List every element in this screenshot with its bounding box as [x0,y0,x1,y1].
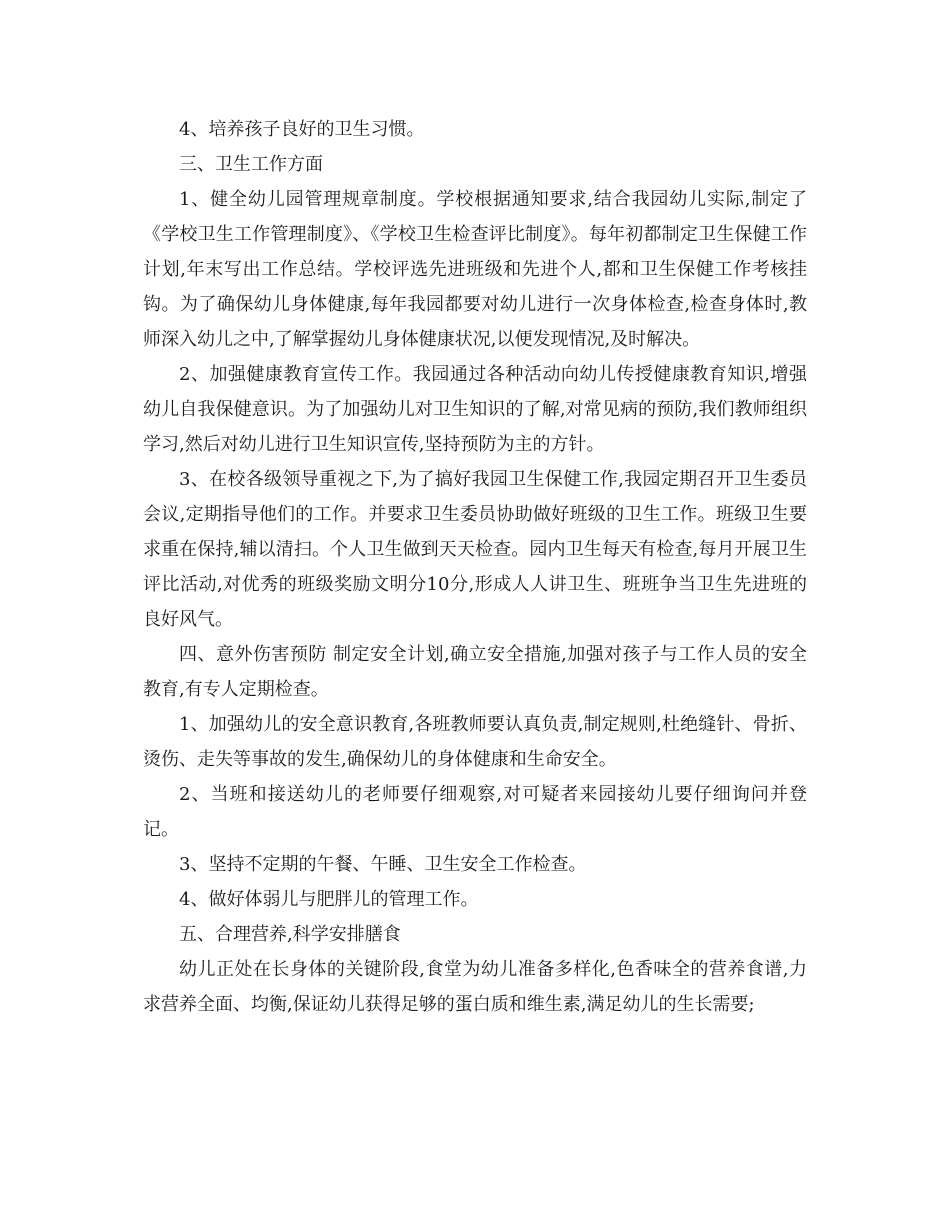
paragraph-safety-awareness: 1、加强幼儿的安全意识教育,各班教师要认真负责,制定规则,杜绝缝针、骨折、烫伤、走失等事故的发生,确保幼儿的身体健康和生命安全。 [143,714,807,770]
paragraph-pickup-observation: 2、当班和接送幼儿的老师要仔细观察,对可疑者来园接幼儿要仔细询问并登记。 [143,784,807,840]
heading-accident-prevention: 四、意外伤害预防 制定安全计划,确立安全措施,加强对孩子与工作人员的安全教育,有专人定期检查。 [143,644,807,700]
document-body [143,112,807,1022]
paragraph-nutrition-menu: 幼儿正处在长身体的关键阶段,食堂为幼儿准备多样化,色香味全的营养食谱,力求营养全面、均衡,保证幼儿获得足够的蛋白质和维生素,满足幼儿的生长需要; [143,959,807,1015]
paragraph-hygiene-committee: 3、在校各级领导重视之下,为了搞好我园卫生保健工作,我园定期召开卫生委员会议,定期指导他们的工作。并要求卫生委员协助做好班级的卫生工作。班级卫生要求重在保持,辅以清扫。个人卫生做到天天检查。园内卫生每天有检查,每月开展卫生评比活动,对优秀的班级奖励文明分10分,形成人人讲卫生、班班争当卫生先进班的良好风气。 [143,469,807,630]
paragraph-hygiene-habits: 4、培养孩子良好的卫生习惯。 [179,119,425,140]
paragraph-weak-obese-children: 4、做好体弱儿与肥胖儿的管理工作。 [179,889,479,910]
paragraph-health-education: 2、加强健康教育宣传工作。我园通过各种活动向幼儿传授健康教育知识,增强幼儿自我保健意识。为了加强幼儿对卫生知识的了解,对常见病的预防,我们教师组织学习,然后对幼儿进行卫生知识宣传,坚持预防为主的方针。 [143,364,807,455]
heading-nutrition: 五、合理营养,科学安排膳食 [179,924,401,945]
paragraph-rules-system: 1、健全幼儿园管理规章制度。学校根据通知要求,结合我园幼儿实际,制定了《学校卫生工作管理制度》、《学校卫生检查评比制度》。每年初都制定卫生保健工作计划,年末写出工作总结。学校评选先进班级和先进个人,都和卫生保健工作考核挂钩。为了确保幼儿身体健康,每年我园都要对幼儿进行一次身体检查,检查身体时,教师深入幼儿之中,了解掌握幼儿身体健康状况,以便发现情况,及时解决。 [143,189,807,350]
paragraph-inspections: 3、坚持不定期的午餐、午睡、卫生安全工作检查。 [179,854,587,875]
heading-hygiene-work: 三、卫生工作方面 [179,154,323,175]
